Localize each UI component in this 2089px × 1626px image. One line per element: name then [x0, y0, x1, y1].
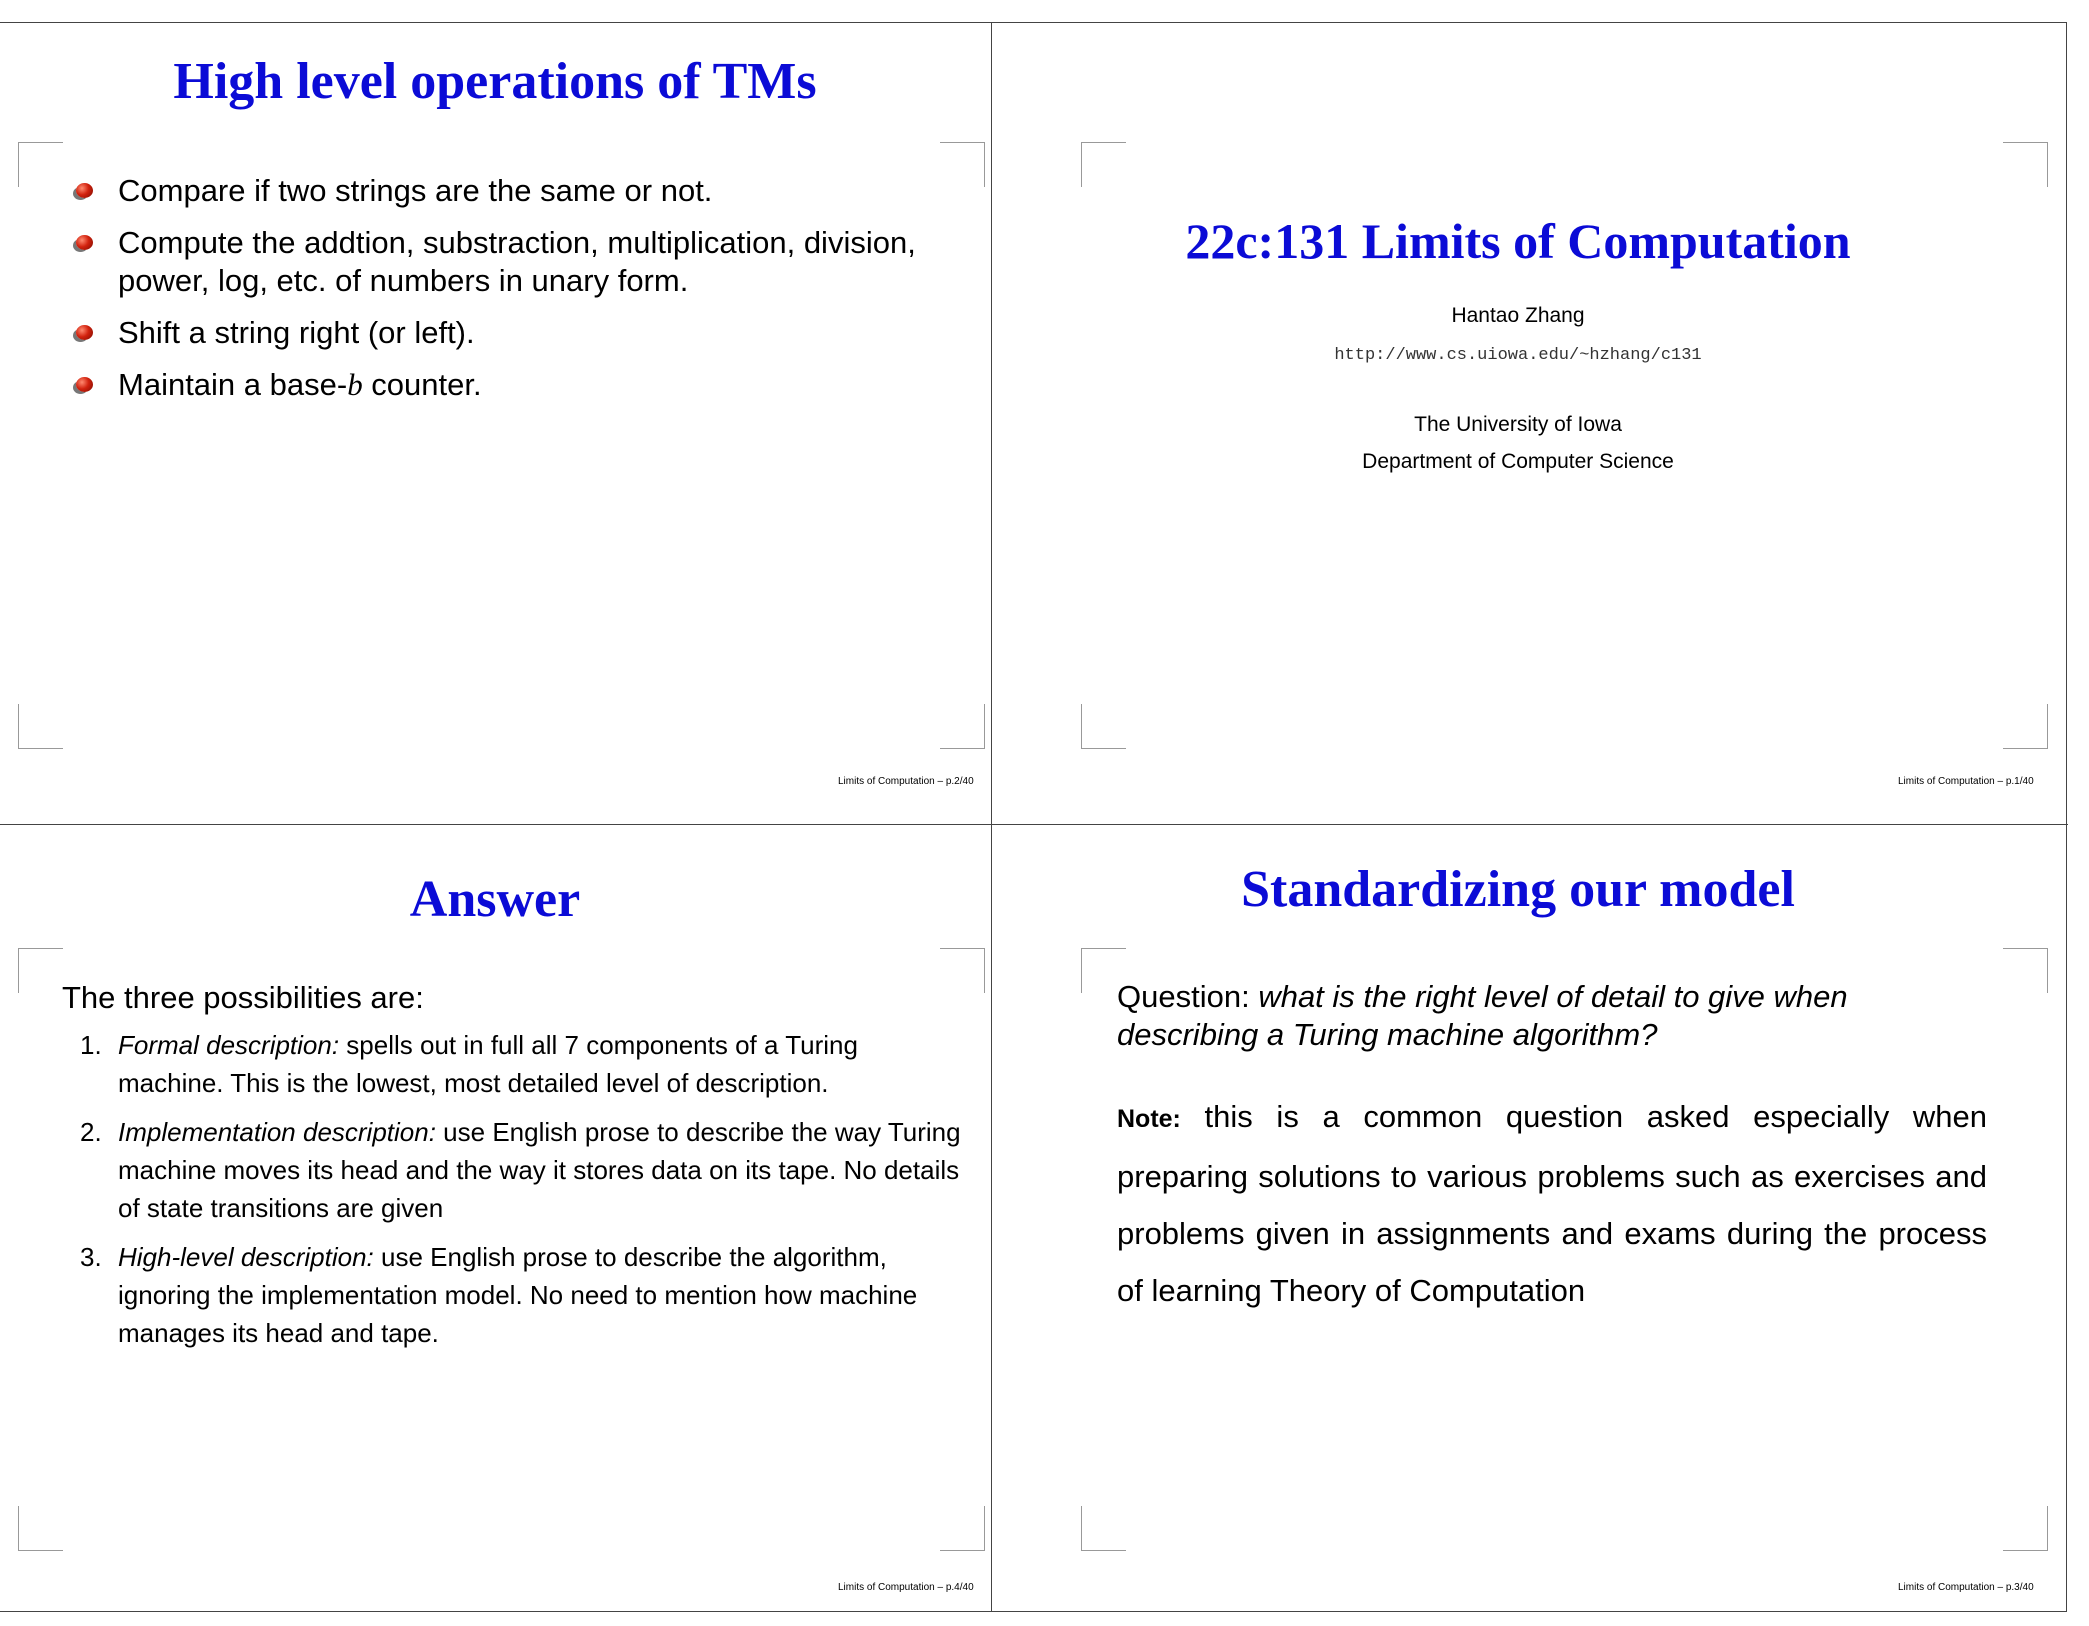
university-name: The University of Iowa — [1414, 413, 1622, 436]
list-item: Compare if two strings are the same or not. — [72, 172, 932, 210]
slide-title: Answer — [409, 871, 581, 928]
slide-footer: Limits of Computation – p.3/40 — [1898, 1582, 2034, 1593]
lead-text: The three possibilities are: — [62, 980, 424, 1015]
list-item: Compute the addtion, substraction, multiplication, division, power, log, etc. of numbers in unary form. — [72, 224, 932, 300]
slide-title: 22c:131 Limits of Computation — [1185, 213, 1851, 269]
slide-p3 — [993, 826, 2043, 1626]
red-ball-bullet-icon — [76, 325, 93, 340]
bullet-list — [72, 172, 932, 418]
course-url: http://www.cs.uiowa.edu/~hzhang/c131 — [1334, 346, 1702, 365]
list-item: 3. High-level description: use English prose to describe the algorithm, ignoring the implementation model. No need to mention how machine manages its head and tape. — [80, 1242, 918, 1348]
slide-title: Standardizing our model — [1241, 861, 1795, 918]
corner-mark — [940, 1506, 985, 1551]
red-ball-bullet-icon — [76, 235, 93, 250]
corner-mark — [1081, 704, 1126, 749]
slide-p2 — [0, 24, 990, 824]
red-ball-bullet-icon — [76, 183, 93, 198]
corner-mark — [18, 948, 63, 993]
list-item: 1. Formal description: spells out in full all 7 components of a Turing machine. This is the lowest, most detailed level of description. — [80, 1030, 858, 1098]
list-item: 2. Implementation description: use English prose to describe the way Turing machine moves its head and the way it stores data on its tape. No details of state transitions are given — [80, 1117, 961, 1223]
corner-mark — [2003, 1506, 2048, 1551]
numbered-list — [62, 1026, 962, 1363]
slide-footer: Limits of Computation – p.1/40 — [1898, 776, 2034, 787]
slide-p1 — [993, 24, 2043, 824]
slide-p4 — [0, 826, 990, 1626]
corner-mark — [18, 1506, 63, 1551]
list-item: Shift a string right (or left). — [72, 314, 932, 352]
department-name: Department of Computer Science — [1362, 450, 1674, 473]
slide-footer: Limits of Computation – p.4/40 — [838, 1582, 974, 1593]
corner-mark — [2003, 142, 2048, 187]
list-item: Maintain a base-b counter. — [72, 366, 932, 404]
horizontal-divider — [0, 824, 2068, 825]
vertical-divider — [991, 22, 992, 1612]
corner-mark — [940, 948, 985, 993]
corner-mark — [1081, 1506, 1126, 1551]
corner-mark — [2003, 704, 2048, 749]
author-name: Hantao Zhang — [1451, 304, 1585, 327]
note-text: Note: this is a common question asked especially when preparing solutions to various problems such as exercises and problems given in assignments and exams during the process of learning Theory of Computation — [1117, 1099, 1987, 1308]
corner-mark — [940, 142, 985, 187]
corner-mark — [2003, 948, 2048, 993]
red-ball-bullet-icon — [76, 377, 93, 392]
corner-mark — [940, 704, 985, 749]
corner-mark — [18, 704, 63, 749]
slide-title: High level operations of TMs — [173, 53, 817, 110]
slide-footer: Limits of Computation – p.2/40 — [838, 776, 974, 787]
question-text: Question: what is the right level of detail to give when describing a Turing machine algorithm? — [1117, 979, 1848, 1052]
corner-mark — [18, 142, 63, 187]
corner-mark — [1081, 142, 1126, 187]
